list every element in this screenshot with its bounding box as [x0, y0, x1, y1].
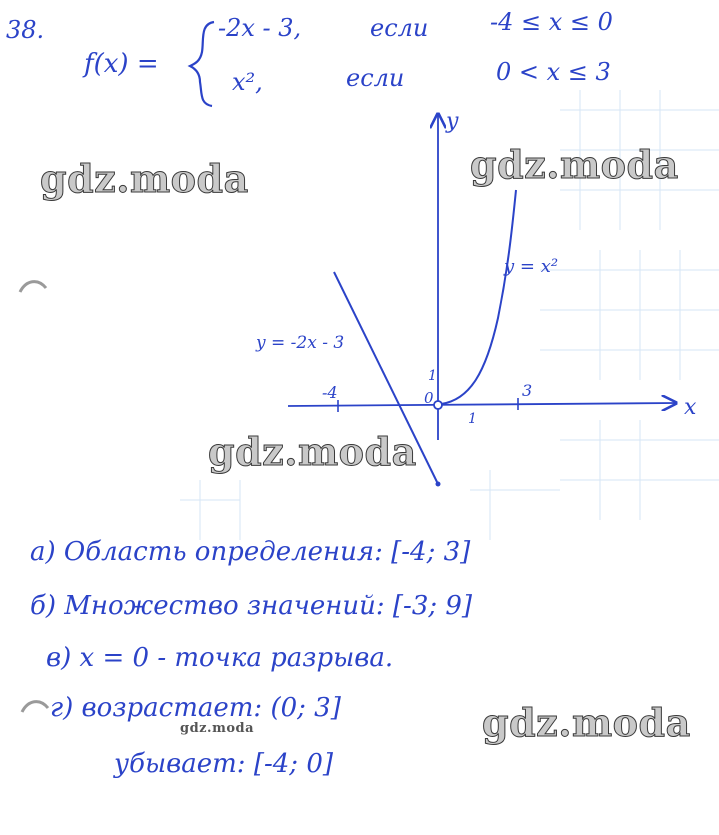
case1-condition: -4 ≤ x ≤ 0	[490, 8, 613, 36]
x-axis-label: x	[684, 395, 697, 420]
case2-expression: x²,	[232, 68, 263, 96]
page-mark-arc	[22, 702, 48, 712]
x-axis	[288, 403, 676, 406]
case2-word: если	[346, 64, 405, 92]
parabola-label: y = x²	[504, 256, 559, 277]
watermark-small: gdz.moda	[180, 721, 255, 736]
tick-1y: 1	[428, 368, 437, 384]
page-mark-arc	[20, 282, 46, 292]
watermark: gdz.moda	[482, 700, 691, 745]
watermark: gdz.moda	[470, 142, 679, 187]
answer-a: а) Область определения: [-4; 3]	[30, 537, 471, 567]
tick-neg4: -4	[322, 383, 338, 402]
case2-condition: 0 < x ≤ 3	[496, 58, 611, 86]
watermark: gdz.moda	[208, 429, 417, 474]
tick-1x: 1	[468, 411, 477, 427]
case1-word: если	[370, 14, 429, 42]
function-lhs: f(x) =	[84, 49, 159, 79]
open-point-origin	[434, 401, 442, 409]
watermark: gdz.moda	[40, 156, 249, 201]
case-brace	[190, 22, 214, 106]
line-label: y = -2x - 3	[256, 333, 345, 353]
answer-b: б) Множество значений: [-3; 9]	[30, 591, 473, 621]
tick-3: 3	[522, 381, 533, 400]
y-axis-label: y	[446, 109, 459, 134]
answer-d: г) возрастает: (0; 3]	[50, 693, 341, 723]
problem-number: 38.	[6, 16, 45, 44]
answer-e: убывает: [-4; 0]	[114, 749, 334, 779]
origin-label: 0	[424, 389, 434, 407]
answer-c: в) x = 0 - точка разрыва.	[46, 643, 394, 673]
case1-expression: -2x - 3,	[218, 14, 302, 42]
parabola-curve	[441, 190, 516, 404]
closed-point-end	[436, 482, 441, 487]
